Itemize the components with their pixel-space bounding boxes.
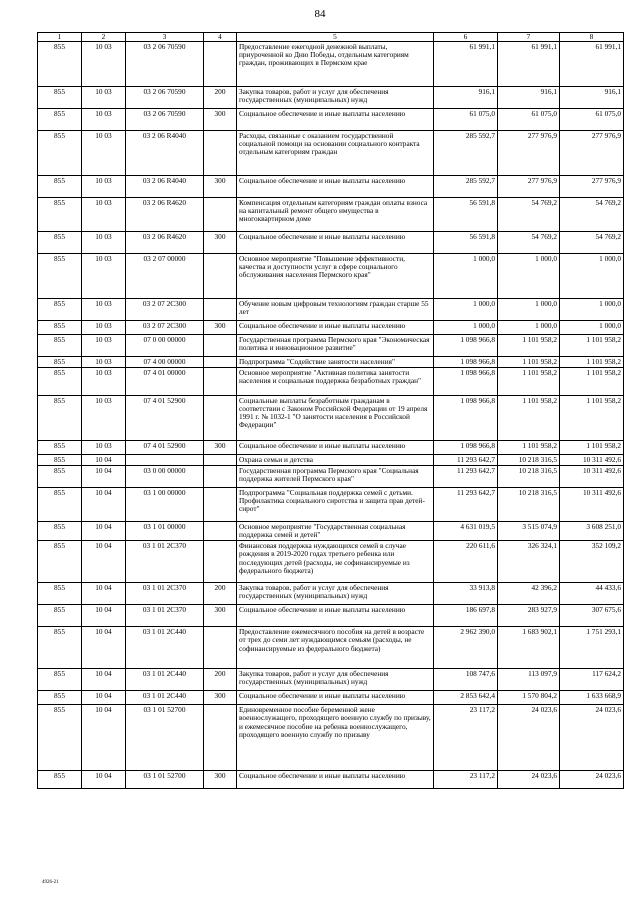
cell-8: 277 976,9 xyxy=(560,131,624,176)
cell-6: 285 592,7 xyxy=(434,176,498,198)
cell-1: 855 xyxy=(38,771,82,789)
cell-4: 300 xyxy=(204,441,237,455)
cell-2: 10 03 xyxy=(82,335,126,357)
cell-8: 117 624,2 xyxy=(560,669,624,691)
table-row xyxy=(38,583,624,605)
cell-1: 855 xyxy=(38,396,82,441)
cell-7: 1 101 958,2 xyxy=(498,368,560,396)
cell-5: Подпрограмма "Содействие занятости населения" xyxy=(237,357,434,368)
cell-6: 11 293 642,7 xyxy=(434,466,498,488)
cell-8: 916,1 xyxy=(560,87,624,109)
cell-7: 283 927,9 xyxy=(498,605,560,627)
budget-table xyxy=(37,32,624,789)
cell-2: 10 04 xyxy=(82,466,126,488)
cell-1: 855 xyxy=(38,583,82,605)
table-row xyxy=(38,705,624,771)
cell-1: 855 xyxy=(38,87,82,109)
cell-5: Социальное обеспечение и иные выплаты населению xyxy=(237,321,434,335)
cell-3: 03 1 01 2С370 xyxy=(126,541,204,583)
cell-6: 1 098 966,8 xyxy=(434,368,498,396)
cell-7: 1 101 958,2 xyxy=(498,335,560,357)
table-row xyxy=(38,321,624,335)
cell-3: 03 1 01 52700 xyxy=(126,705,204,771)
cell-6: 2 853 642,4 xyxy=(434,691,498,705)
header-cell: 7 xyxy=(498,33,560,42)
cell-4 xyxy=(204,131,237,176)
cell-7: 10 218 316,5 xyxy=(498,466,560,488)
cell-2: 10 04 xyxy=(82,583,126,605)
document-code: 4926-21 xyxy=(42,880,59,885)
cell-4: 300 xyxy=(204,691,237,705)
cell-1: 855 xyxy=(38,357,82,368)
cell-2: 10 03 xyxy=(82,109,126,131)
cell-6: 1 098 966,8 xyxy=(434,357,498,368)
cell-2: 10 04 xyxy=(82,541,126,583)
cell-4: 300 xyxy=(204,321,237,335)
table-row xyxy=(38,87,624,109)
cell-4 xyxy=(204,466,237,488)
cell-2: 10 04 xyxy=(82,488,126,522)
cell-6: 108 747,6 xyxy=(434,669,498,691)
cell-8: 1 101 958,2 xyxy=(560,335,624,357)
table-row xyxy=(38,627,624,669)
cell-4 xyxy=(204,254,237,299)
cell-7: 24 023,6 xyxy=(498,705,560,771)
table-row xyxy=(38,357,624,368)
cell-1: 855 xyxy=(38,42,82,87)
cell-5: Социальное обеспечение и иные выплаты населению xyxy=(237,441,434,455)
cell-5: Подпрограмма "Социальная поддержка семей с детьми. Профилактика социального сиротства и защита прав детей-сирот" xyxy=(237,488,434,522)
cell-8: 24 023,6 xyxy=(560,705,624,771)
cell-7: 1 570 804,2 xyxy=(498,691,560,705)
cell-2: 10 03 xyxy=(82,299,126,321)
cell-6: 23 117,2 xyxy=(434,705,498,771)
cell-2: 10 04 xyxy=(82,455,126,466)
cell-1: 855 xyxy=(38,705,82,771)
cell-8: 10 311 492,6 xyxy=(560,455,624,466)
header-cell: 6 xyxy=(434,33,498,42)
cell-6: 11 293 642,7 xyxy=(434,455,498,466)
cell-7: 1 000,0 xyxy=(498,321,560,335)
cell-8: 1 000,0 xyxy=(560,299,624,321)
cell-1: 855 xyxy=(38,441,82,455)
cell-5: Основное мероприятие "Повышение эффективности, качества и доступности услуг в сфере социального обслуживания населения Пермского края" xyxy=(237,254,434,299)
cell-8: 1 101 958,2 xyxy=(560,441,624,455)
cell-2: 10 03 xyxy=(82,357,126,368)
cell-4: 300 xyxy=(204,232,237,254)
cell-8: 24 023,6 xyxy=(560,771,624,789)
cell-7: 10 218 316,5 xyxy=(498,455,560,466)
cell-2: 10 04 xyxy=(82,691,126,705)
table-row xyxy=(38,368,624,396)
cell-6: 1 098 966,8 xyxy=(434,441,498,455)
cell-2: 10 03 xyxy=(82,198,126,232)
cell-7: 326 324,1 xyxy=(498,541,560,583)
cell-5: Обучение новым цифровым технологиям граждан старше 55 лет xyxy=(237,299,434,321)
cell-8: 61 991,1 xyxy=(560,42,624,87)
table-header-row xyxy=(38,33,624,42)
cell-7: 61 075,0 xyxy=(498,109,560,131)
cell-6: 33 913,8 xyxy=(434,583,498,605)
table-row xyxy=(38,522,624,541)
cell-1: 855 xyxy=(38,176,82,198)
cell-1: 855 xyxy=(38,541,82,583)
cell-7: 916,1 xyxy=(498,87,560,109)
table-row xyxy=(38,299,624,321)
cell-5: Предоставление ежемесячного пособия на детей в возрасте от трех до семи лет нуждающимся семьям (расходы, не софинансируемые из федерального бюджета) xyxy=(237,627,434,669)
cell-6: 220 611,6 xyxy=(434,541,498,583)
cell-4: 300 xyxy=(204,176,237,198)
cell-8: 54 769,2 xyxy=(560,232,624,254)
cell-2: 10 03 xyxy=(82,254,126,299)
cell-3: 03 1 01 52700 xyxy=(126,771,204,789)
cell-4 xyxy=(204,488,237,522)
cell-3: 07 4 01 00000 xyxy=(126,368,204,396)
cell-3: 03 1 01 2С440 xyxy=(126,627,204,669)
cell-6: 1 098 966,8 xyxy=(434,335,498,357)
cell-3: 03 1 01 2С440 xyxy=(126,691,204,705)
cell-3: 03 2 06 R4040 xyxy=(126,131,204,176)
cell-5: Социальное обеспечение и иные выплаты населению xyxy=(237,691,434,705)
cell-3: 03 1 01 00000 xyxy=(126,522,204,541)
cell-1: 855 xyxy=(38,488,82,522)
cell-5: Основное мероприятие "Активная политика занятости населения и социальная поддержка безработных граждан" xyxy=(237,368,434,396)
cell-1: 855 xyxy=(38,605,82,627)
table-row xyxy=(38,335,624,357)
cell-7: 1 000,0 xyxy=(498,299,560,321)
cell-2: 10 03 xyxy=(82,396,126,441)
cell-2: 10 04 xyxy=(82,669,126,691)
cell-7: 113 097,9 xyxy=(498,669,560,691)
cell-4: 300 xyxy=(204,109,237,131)
cell-4 xyxy=(204,522,237,541)
cell-3: 03 2 07 00000 xyxy=(126,254,204,299)
cell-3: 03 2 06 R4620 xyxy=(126,198,204,232)
cell-7: 1 101 958,2 xyxy=(498,441,560,455)
cell-5: Охрана семьи и детства xyxy=(237,455,434,466)
header-cell: 5 xyxy=(237,33,434,42)
cell-3: 03 2 07 2С300 xyxy=(126,321,204,335)
cell-3: 07 4 00 00000 xyxy=(126,357,204,368)
cell-3: 07 0 00 00000 xyxy=(126,335,204,357)
cell-6: 4 631 019,5 xyxy=(434,522,498,541)
cell-6: 186 697,8 xyxy=(434,605,498,627)
table-row xyxy=(38,198,624,232)
cell-2: 10 03 xyxy=(82,176,126,198)
cell-3: 03 1 01 2С370 xyxy=(126,605,204,627)
cell-5: Компенсация отдельным категориям граждан оплаты взноса на капитальный ремонт общего имущества в многоквартирном доме xyxy=(237,198,434,232)
cell-5: Социальное обеспечение и иные выплаты населению xyxy=(237,109,434,131)
header-cell: 3 xyxy=(126,33,204,42)
cell-5: Государственная программа Пермского края "Экономическая политика и инновационное развитие" xyxy=(237,335,434,357)
cell-3: 03 1 01 2С440 xyxy=(126,669,204,691)
cell-2: 10 04 xyxy=(82,522,126,541)
cell-7: 277 976,9 xyxy=(498,176,560,198)
header-cell: 1 xyxy=(38,33,82,42)
cell-4 xyxy=(204,299,237,321)
cell-1: 855 xyxy=(38,131,82,176)
cell-7: 1 683 902,1 xyxy=(498,627,560,669)
table-row xyxy=(38,396,624,441)
cell-1: 855 xyxy=(38,455,82,466)
cell-4 xyxy=(204,357,237,368)
cell-6: 1 000,0 xyxy=(434,321,498,335)
cell-8: 352 109,2 xyxy=(560,541,624,583)
table-row xyxy=(38,176,624,198)
table-row xyxy=(38,691,624,705)
cell-6: 916,1 xyxy=(434,87,498,109)
cell-3: 03 2 06 70590 xyxy=(126,42,204,87)
cell-1: 855 xyxy=(38,669,82,691)
cell-8: 44 433,6 xyxy=(560,583,624,605)
cell-4 xyxy=(204,396,237,441)
header-cell: 4 xyxy=(204,33,237,42)
cell-3: 03 1 01 2С370 xyxy=(126,583,204,605)
cell-5: Социальное обеспечение и иные выплаты населению xyxy=(237,232,434,254)
cell-5: Социальное обеспечение и иные выплаты населению xyxy=(237,176,434,198)
cell-3 xyxy=(126,455,204,466)
cell-5: Предоставление ежегодной денежной выплаты, приуроченной ко Дню Победы, отдельным категориям граждан, проживающих в Пермском крае xyxy=(237,42,434,87)
cell-4 xyxy=(204,42,237,87)
cell-5: Социальные выплаты безработным гражданам в соответствии с Законом Российской Федерации от 19 апреля 1991 г. № 1032-1 "О занятости населения в Российской Федерации" xyxy=(237,396,434,441)
cell-8: 1 000,0 xyxy=(560,254,624,299)
cell-4 xyxy=(204,335,237,357)
cell-1: 855 xyxy=(38,466,82,488)
cell-8: 61 075,0 xyxy=(560,109,624,131)
cell-5: Государственная программа Пермского края "Социальная поддержка жителей Пермского края" xyxy=(237,466,434,488)
cell-8: 3 608 251,0 xyxy=(560,522,624,541)
cell-3: 03 2 07 2С300 xyxy=(126,299,204,321)
cell-2: 10 03 xyxy=(82,368,126,396)
cell-2: 10 03 xyxy=(82,42,126,87)
cell-4 xyxy=(204,541,237,583)
cell-7: 24 023,6 xyxy=(498,771,560,789)
cell-8: 54 769,2 xyxy=(560,198,624,232)
cell-6: 61 075,0 xyxy=(434,109,498,131)
cell-8: 1 000,0 xyxy=(560,321,624,335)
cell-2: 10 03 xyxy=(82,87,126,109)
cell-1: 855 xyxy=(38,368,82,396)
cell-4 xyxy=(204,705,237,771)
cell-8: 1 751 293,1 xyxy=(560,627,624,669)
cell-7: 3 515 074,9 xyxy=(498,522,560,541)
cell-4 xyxy=(204,627,237,669)
table-row xyxy=(38,42,624,87)
table-row xyxy=(38,541,624,583)
cell-6: 285 592,7 xyxy=(434,131,498,176)
cell-7: 42 396,2 xyxy=(498,583,560,605)
cell-7: 1 101 958,2 xyxy=(498,357,560,368)
cell-1: 855 xyxy=(38,335,82,357)
cell-1: 855 xyxy=(38,522,82,541)
cell-7: 61 991,1 xyxy=(498,42,560,87)
cell-3: 03 2 06 R4040 xyxy=(126,176,204,198)
cell-7: 54 769,2 xyxy=(498,232,560,254)
cell-6: 1 000,0 xyxy=(434,254,498,299)
cell-8: 10 311 492,6 xyxy=(560,466,624,488)
cell-1: 855 xyxy=(38,691,82,705)
cell-1: 855 xyxy=(38,109,82,131)
cell-8: 307 675,6 xyxy=(560,605,624,627)
header-cell: 2 xyxy=(82,33,126,42)
cell-1: 855 xyxy=(38,299,82,321)
cell-4 xyxy=(204,455,237,466)
table-row xyxy=(38,466,624,488)
cell-5: Единовременное пособие беременной жене военнослужащего, проходящего военную службу по призыву, и ежемесячное пособие на ребенка военнослужащего, проходящего военную службу по призыву xyxy=(237,705,434,771)
cell-2: 10 03 xyxy=(82,232,126,254)
cell-6: 11 293 642,7 xyxy=(434,488,498,522)
table-row xyxy=(38,254,624,299)
table-row xyxy=(38,455,624,466)
cell-6: 56 591,8 xyxy=(434,232,498,254)
cell-3: 03 2 06 70590 xyxy=(126,87,204,109)
cell-7: 1 101 958,2 xyxy=(498,396,560,441)
cell-8: 277 976,9 xyxy=(560,176,624,198)
cell-3: 07 4 01 52900 xyxy=(126,441,204,455)
table-row xyxy=(38,771,624,789)
cell-8: 1 101 958,2 xyxy=(560,357,624,368)
table-row xyxy=(38,441,624,455)
cell-2: 10 04 xyxy=(82,605,126,627)
cell-5: Закупка товаров, работ и услуг для обеспечения государственных (муниципальных) нужд xyxy=(237,87,434,109)
cell-1: 855 xyxy=(38,254,82,299)
table-row xyxy=(38,109,624,131)
cell-6: 56 591,8 xyxy=(434,198,498,232)
cell-7: 1 000,0 xyxy=(498,254,560,299)
cell-1: 855 xyxy=(38,232,82,254)
cell-5: Закупка товаров, работ и услуг для обеспечения государственных (муниципальных) нужд xyxy=(237,669,434,691)
cell-6: 1 000,0 xyxy=(434,299,498,321)
table-row xyxy=(38,605,624,627)
cell-6: 1 098 966,8 xyxy=(434,396,498,441)
cell-4: 200 xyxy=(204,669,237,691)
cell-3: 03 0 00 00000 xyxy=(126,466,204,488)
cell-2: 10 03 xyxy=(82,131,126,176)
cell-3: 07 4 01 52900 xyxy=(126,396,204,441)
cell-4: 200 xyxy=(204,87,237,109)
header-cell: 8 xyxy=(560,33,624,42)
cell-4: 200 xyxy=(204,583,237,605)
table-row xyxy=(38,232,624,254)
cell-6: 61 991,1 xyxy=(434,42,498,87)
cell-3: 03 1 00 00000 xyxy=(126,488,204,522)
cell-4: 300 xyxy=(204,771,237,789)
cell-2: 10 03 xyxy=(82,321,126,335)
cell-5: Основное мероприятие "Государственная социальная поддержка семей и детей" xyxy=(237,522,434,541)
table-row xyxy=(38,488,624,522)
cell-8: 10 311 492,6 xyxy=(560,488,624,522)
cell-2: 10 03 xyxy=(82,441,126,455)
cell-3: 03 2 06 R4620 xyxy=(126,232,204,254)
page-number: 84 xyxy=(314,8,326,20)
cell-1: 855 xyxy=(38,321,82,335)
cell-4 xyxy=(204,368,237,396)
cell-5: Социальное обеспечение и иные выплаты населению xyxy=(237,605,434,627)
cell-2: 10 04 xyxy=(82,627,126,669)
cell-8: 1 633 668,9 xyxy=(560,691,624,705)
cell-5: Финансовая поддержка нуждающихся семей в случае рождения в 2019-2020 годах третьего ребенка или последующих детей (расходы, не софинансируемые из федерального бюджета) xyxy=(237,541,434,583)
cell-6: 23 117,2 xyxy=(434,771,498,789)
cell-8: 1 101 958,2 xyxy=(560,396,624,441)
cell-1: 855 xyxy=(38,198,82,232)
table-row xyxy=(38,131,624,176)
cell-5: Социальное обеспечение и иные выплаты населению xyxy=(237,771,434,789)
table-row xyxy=(38,669,624,691)
cell-7: 54 769,2 xyxy=(498,198,560,232)
cell-5: Расходы, связанные с оказанием государственной социальной помощи на основании социального контракта отдельным категориям граждан xyxy=(237,131,434,176)
cell-4 xyxy=(204,198,237,232)
cell-3: 03 2 06 70590 xyxy=(126,109,204,131)
cell-2: 10 04 xyxy=(82,705,126,771)
cell-1: 855 xyxy=(38,627,82,669)
cell-7: 10 218 316,5 xyxy=(498,488,560,522)
cell-5: Закупка товаров, работ и услуг для обеспечения государственных (муниципальных) нужд xyxy=(237,583,434,605)
cell-6: 2 962 390,0 xyxy=(434,627,498,669)
cell-4: 300 xyxy=(204,605,237,627)
cell-8: 1 101 958,2 xyxy=(560,368,624,396)
cell-7: 277 976,9 xyxy=(498,131,560,176)
cell-2: 10 04 xyxy=(82,771,126,789)
